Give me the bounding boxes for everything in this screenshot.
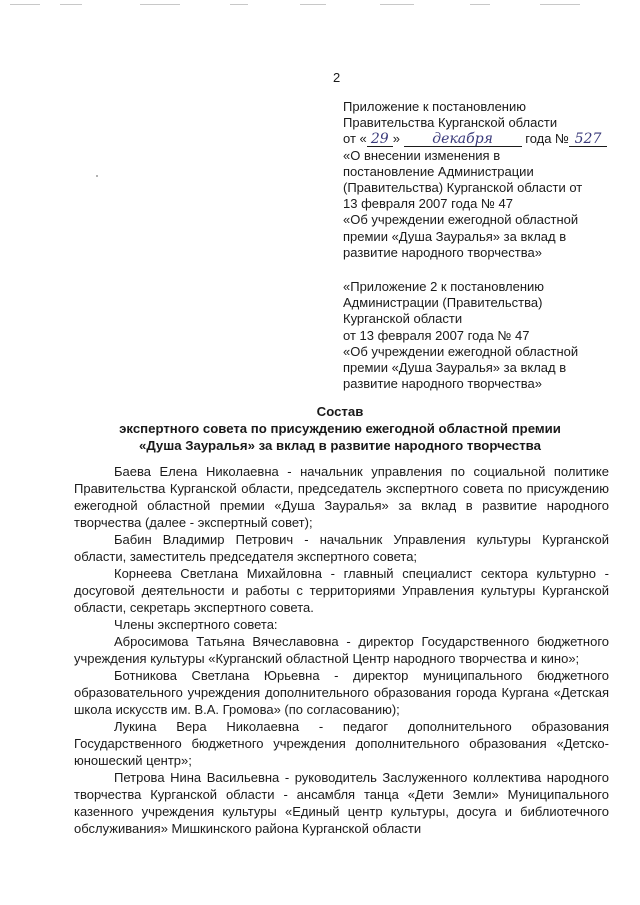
member-paragraph: Абросимова Татьяна Вячеславовна - директор Государственного бюджетного учреждения культуры «Курганский областной Центр народного творчества и кино»; [74,634,609,666]
ref-line: «Об учреждении ежегодной областной [343,212,579,228]
member-paragraph: Баева Елена Николаевна - начальник управления по социальной политике Правительства Курганской области, председатель экспертного совета по присуждению ежегодной областной премии «Душа Зауралья» за вклад в развитие народного творчества (далее - экспертный совет); [74,464,609,530]
members-heading: Члены экспертного совета: [114,617,278,632]
ref-lines [343,148,605,261]
original-line: от 13 февраля 2007 года № 47 [343,327,530,343]
ref-line: «О внесении изменения в [343,147,501,163]
handwritten-day: 29 [367,132,393,147]
member-paragraph: Петрова Нина Васильевна - руководитель Заслуженного коллектива народного творчества Курганской области - ансамбля танца «Дети Земли» Муниципального казенного учреждения культуры «Единый центр культуры, досуга и библиотечного обслуживания» Мишкинского района Курганской области [74,770,609,836]
member-list [74,463,609,837]
member-paragraph: Бабин Владимир Петрович - начальник Управления культуры Курганской области, заместитель председателя экспертного совета; [74,532,609,564]
year-prefix: года № [525,131,570,147]
title-line-1: Состав [316,404,364,419]
original-line: развитие народного творчества» [343,376,542,392]
original-line: Администрации (Правительства) [343,295,543,311]
ref-line: развитие народного творчества» [343,244,542,260]
ref-line: (Правительства) Курганской области от [343,180,583,196]
title-line-3: «Душа Зауралья» за вклад в развитие народного творчества [139,438,541,453]
original-line: «Об учреждении ежегодной областной [343,343,579,359]
page-number: 2 [333,70,341,85]
handwritten-number: 527 [569,132,607,147]
ref-line: премии «Душа Зауралья» за вклад в [343,228,567,244]
date-day-suffix: » [392,131,400,147]
member-paragraph: Ботникова Светлана Юрьевна - директор муниципального бюджетного образовательного учреждения дополнительного образования города Кургана «Детская школа искусств им. В.А. Громова» (по согласованию); [74,668,609,717]
date-prefix: от « [343,131,367,147]
original-appendix-lines [343,279,605,392]
original-line: премии «Душа Зауралья» за вклад в [343,360,567,376]
member-paragraph: Корнеева Светлана Михайловна - главный специалист сектора культурно - досуговой деятельности и работы с территориями Управления культуры Курганской области, секретарь экспертного совета. [74,566,609,615]
handwritten-month: декабря [404,132,522,147]
ref-line: постановление Администрации [343,163,534,179]
appendix-block [343,99,605,392]
appendix-date-line [343,131,605,147]
document-title [70,403,610,454]
appendix-line-2: Правительства Курганской области [343,115,558,131]
scan-speck [96,175,98,177]
title-line-2: экспертного совета по присуждению ежегодной областной премии [119,421,561,436]
ref-line: 13 февраля 2007 года № 47 [343,196,513,212]
appendix-line-1: Приложение к постановлению [343,99,526,114]
member-paragraph: Лукина Вера Николаевна - педагог дополнительного образования Государственного бюджетного учреждения дополнительного образования «Детско-юношеский центр»; [74,719,609,768]
original-line: Курганской области [343,311,463,327]
scan-edge-marks [0,0,640,10]
original-line: «Приложение 2 к постановлению [343,279,545,295]
